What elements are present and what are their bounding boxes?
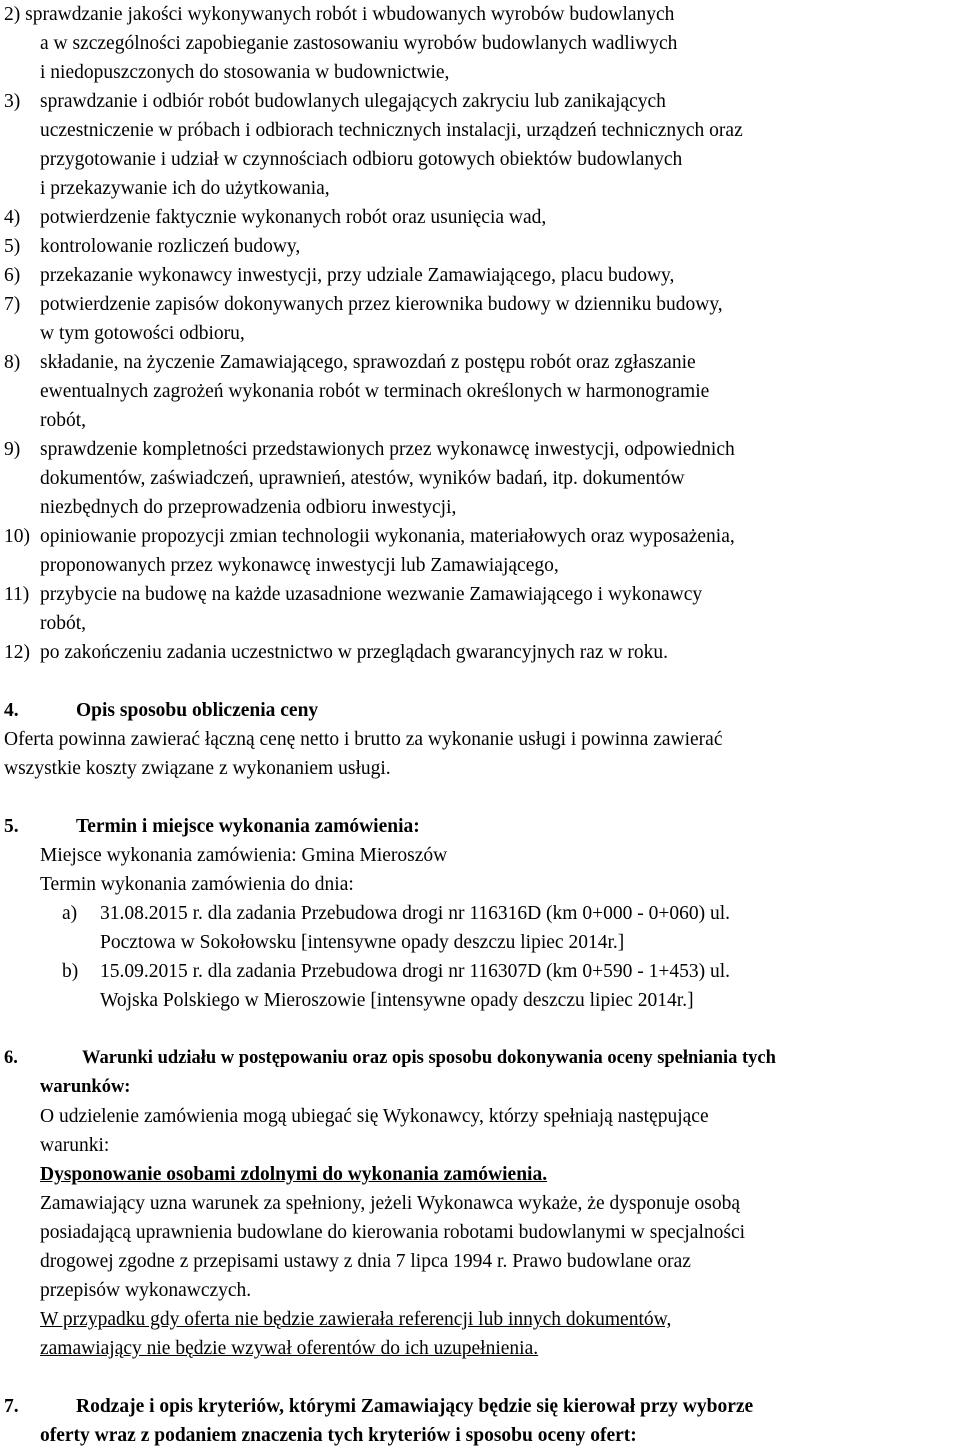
section-6-intro: O udzielenie zamówienia mogą ubiegać się Wykonawcy, którzy spełniają następujące: [40, 1106, 709, 1127]
list-number: 7): [4, 294, 21, 315]
section-5-sub-a: [4, 899, 956, 957]
item-2-line-1: 2) sprawdzanie jakości wykonywanych robót i wbudowanych wyrobów budowlanych: [4, 4, 675, 25]
list-item-9: [4, 435, 956, 522]
section-6-note: W przypadku gdy oferta nie będzie zawierała referencji lub innych dokumentów,: [40, 1309, 672, 1330]
list-number: 12): [4, 642, 30, 663]
list-line: składanie, na życzenie Zamawiającego, sprawozdań z postępu robót oraz zgłaszanie: [40, 352, 696, 373]
section-title: Rodzaje i opis kryteriów, którymi Zamawiający będzie się kierował przy wyborze: [76, 1396, 754, 1417]
section-5-place: Miejsce wykonania zamówienia: Gmina Mieroszów: [40, 845, 448, 866]
list-line: sprawdzanie i odbiór robót budowlanych ulegających zakryciu lub zanikających: [40, 91, 666, 112]
section-6-body: Zamawiający uzna warunek za spełniony, jeżeli Wykonawca wykaże, że dysponuje osobą: [40, 1193, 741, 1214]
list-item-8: [4, 348, 956, 435]
section-title: Opis sposobu obliczenia ceny: [76, 700, 319, 721]
item-2-block: [4, 0, 956, 87]
item-2-line-2: a w szczególności zapobieganie zastosowaniu wyrobów budowlanych wadliwych: [40, 33, 678, 54]
section-6-body: drogowej zgodne z przepisami ustawy z dnia 7 lipca 1994 r. Prawo budowlane oraz: [40, 1251, 691, 1272]
list-number: 5): [4, 236, 21, 257]
section-number: 4.: [4, 700, 19, 721]
list-line: potwierdzenie zapisów dokonywanych przez kierownika budowy w dzienniku budowy,: [40, 294, 723, 315]
section-title: Warunki udziału w postępowaniu oraz opis sposobu dokonywania oceny spełniania tych: [82, 1048, 776, 1068]
list-line: przekazanie wykonawcy inwestycji, przy udziale Zamawiającego, placu budowy,: [40, 265, 675, 286]
list-line: po zakończeniu zadania uczestnictwo w przeglądach gwarancyjnych raz w roku.: [40, 642, 669, 663]
list-line: sprawdzenie kompletności przedstawionych przez wykonawcę inwestycji, odpowiednich: [40, 439, 735, 460]
section-4-line: wszystkie koszty związane z wykonaniem usługi.: [4, 758, 391, 779]
list-line: ewentualnych zagrożeń wykonania robót w terminach określonych w harmonogramie: [40, 381, 710, 402]
sub-number: a): [62, 903, 78, 924]
section-title-cont: oferty wraz z podaniem znaczenia tych kryteriów i sposobu oceny ofert:: [40, 1425, 637, 1446]
list-line: proponowanych przez wykonawcę inwestycji lub Zamawiającego,: [40, 555, 559, 576]
list-line: przybycie na budowę na każde uzasadnione wezwanie Zamawiającego i wykonawcy: [40, 584, 703, 605]
list-item-10: [4, 522, 956, 580]
section-number: 6.: [4, 1048, 18, 1068]
sub-number: b): [62, 961, 79, 982]
sub-line: 31.08.2015 r. dla zadania Przebudowa drogi nr 116316D (km 0+000 - 0+060) ul.: [100, 903, 730, 924]
section-number: 5.: [4, 816, 19, 837]
section-6-heading: [4, 1044, 956, 1073]
list-line: dokumentów, zaświadczeń, uprawnień, atestów, wyników badań, itp. dokumentów: [40, 468, 685, 489]
item-2-line-3: i niedopuszczonych do stosowania w budownictwie,: [40, 62, 450, 83]
list-number: 3): [4, 91, 21, 112]
list-number: 4): [4, 207, 21, 228]
section-6-body: posiadającą uprawnienia budowlane do kierowania robotami budowlanymi w specjalności: [40, 1222, 746, 1243]
section-6-body: przepisów wykonawczych.: [40, 1280, 252, 1301]
sub-line: 15.09.2015 r. dla zadania Przebudowa drogi nr 116307D (km 0+590 - 1+453) ul.: [100, 961, 730, 982]
section-number: 7.: [4, 1396, 19, 1417]
list-line: opiniowanie propozycji zmian technologii wykonania, materiałowych oraz wyposażenia,: [40, 526, 735, 547]
list-number: 10): [4, 526, 30, 547]
list-line: i przekazywanie ich do użytkowania,: [40, 178, 330, 199]
section-6-intro: warunki:: [40, 1135, 110, 1156]
list-line: robót,: [40, 613, 87, 634]
list-number: 11): [4, 584, 30, 605]
section-title: Termin i miejsce wykonania zamówienia:: [76, 816, 420, 837]
list-item-7: [4, 290, 956, 348]
list-line: uczestniczenie w próbach i odbiorach technicznych instalacji, urządzeń technicznych oraz: [40, 120, 743, 141]
section-5-sub-b: [4, 957, 956, 1015]
list-line: potwierdzenie faktycznie wykonanych robót oraz usunięcia wad,: [40, 207, 547, 228]
list-number: 8): [4, 352, 21, 373]
list-line: kontrolowanie rozliczeń budowy,: [40, 236, 301, 257]
section-4-heading: [4, 696, 956, 725]
sub-line: Wojska Polskiego w Mieroszowie [intensywne opady deszczu lipiec 2014r.]: [100, 990, 694, 1011]
list-item-5: [4, 232, 956, 261]
section-4-line: Oferta powinna zawierać łączną cenę netto i brutto za wykonanie usługi i powinna zawierać: [4, 729, 723, 750]
section-7-heading: [4, 1392, 956, 1421]
section-6-note: zamawiający nie będzie wzywał oferentów do ich uzupełnienia.: [40, 1338, 539, 1359]
list-item-4: [4, 203, 956, 232]
list-item-11: [4, 580, 956, 638]
section-6-subheading: Dysponowanie osobami zdolnymi do wykonania zamówienia.: [40, 1164, 548, 1185]
sub-line: Pocztowa w Sokołowsku [intensywne opady deszczu lipiec 2014r.]: [100, 932, 625, 953]
list-item-6: [4, 261, 956, 290]
list-item-3: [4, 87, 956, 203]
list-line: w tym gotowości odbioru,: [40, 323, 245, 344]
list-number: 9): [4, 439, 21, 460]
list-line: robót,: [40, 410, 87, 431]
section-5-heading: [4, 812, 956, 841]
list-number: 6): [4, 265, 21, 286]
section-5-term: Termin wykonania zamówienia do dnia:: [40, 874, 354, 895]
list-line: przygotowanie i udział w czynnościach odbioru gotowych obiektów budowlanych: [40, 149, 683, 170]
section-title-cont: warunków:: [40, 1077, 131, 1097]
list-line: niezbędnych do przeprowadzenia odbioru inwestycji,: [40, 497, 457, 518]
list-item-12: [4, 638, 956, 667]
